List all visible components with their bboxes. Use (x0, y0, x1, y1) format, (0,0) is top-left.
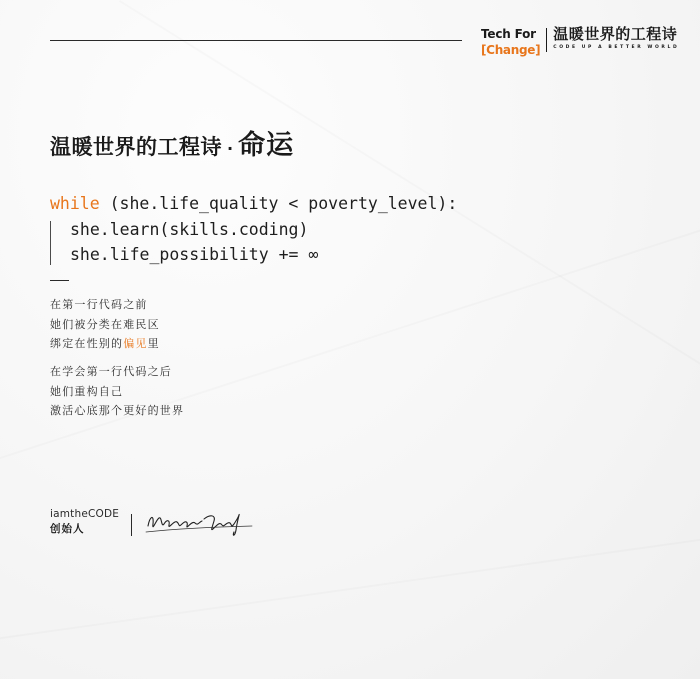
title-separator: · (227, 139, 234, 158)
poem-line: 激活心底那个更好的世界 (50, 404, 185, 417)
poem-stanza-1 (50, 295, 160, 354)
brand-divider (546, 28, 547, 52)
handwritten-signature (144, 506, 254, 540)
brand-tech-text: Tech For (481, 27, 536, 41)
title-sub: 命运 (238, 130, 295, 161)
code-indent-bar (50, 221, 51, 265)
code-keyword: while (50, 194, 100, 213)
signature-divider (131, 514, 132, 536)
brand-logo (481, 27, 679, 57)
code-line-3: she.life_possibility += ∞ (70, 245, 319, 264)
brand-cn-text: 温暖世界的工程诗 (553, 25, 678, 43)
poem-stanza-2 (50, 362, 184, 421)
signature-text (50, 508, 119, 538)
poem-line: 她们被分类在难民区 (50, 317, 160, 331)
code-line-1 (50, 191, 457, 217)
signature-block (50, 508, 254, 540)
header-rule (50, 40, 462, 41)
poem-text: 绑定在性别的 (50, 337, 124, 350)
poem-line: 在第一行代码之前 (50, 298, 148, 311)
code-body (50, 217, 457, 268)
title-main: 温暖世界的工程诗 (50, 135, 222, 159)
page-title (50, 123, 294, 162)
code-line-2: she.learn(skills.coding) (70, 219, 309, 239)
poem-text: 里 (147, 337, 160, 350)
signature-role: 创始人 (50, 523, 85, 535)
poem-highlight: 偏见 (123, 337, 148, 350)
section-divider (50, 280, 69, 281)
brand-chinese (553, 27, 679, 50)
poem-line: 在学会第一行代码之后 (50, 365, 172, 378)
brand-tagline: CODE UP A BETTER WORLD (553, 45, 680, 50)
poem-line (50, 334, 160, 354)
brand-change-text: [Change] (481, 43, 541, 57)
brand-english (481, 27, 540, 57)
code-block (50, 191, 457, 268)
poem-line: 她们重构自己 (50, 384, 124, 398)
signature-org: iamtheCODE (50, 508, 120, 520)
code-condition: (she.life_quality < poverty_level): (99, 194, 458, 213)
